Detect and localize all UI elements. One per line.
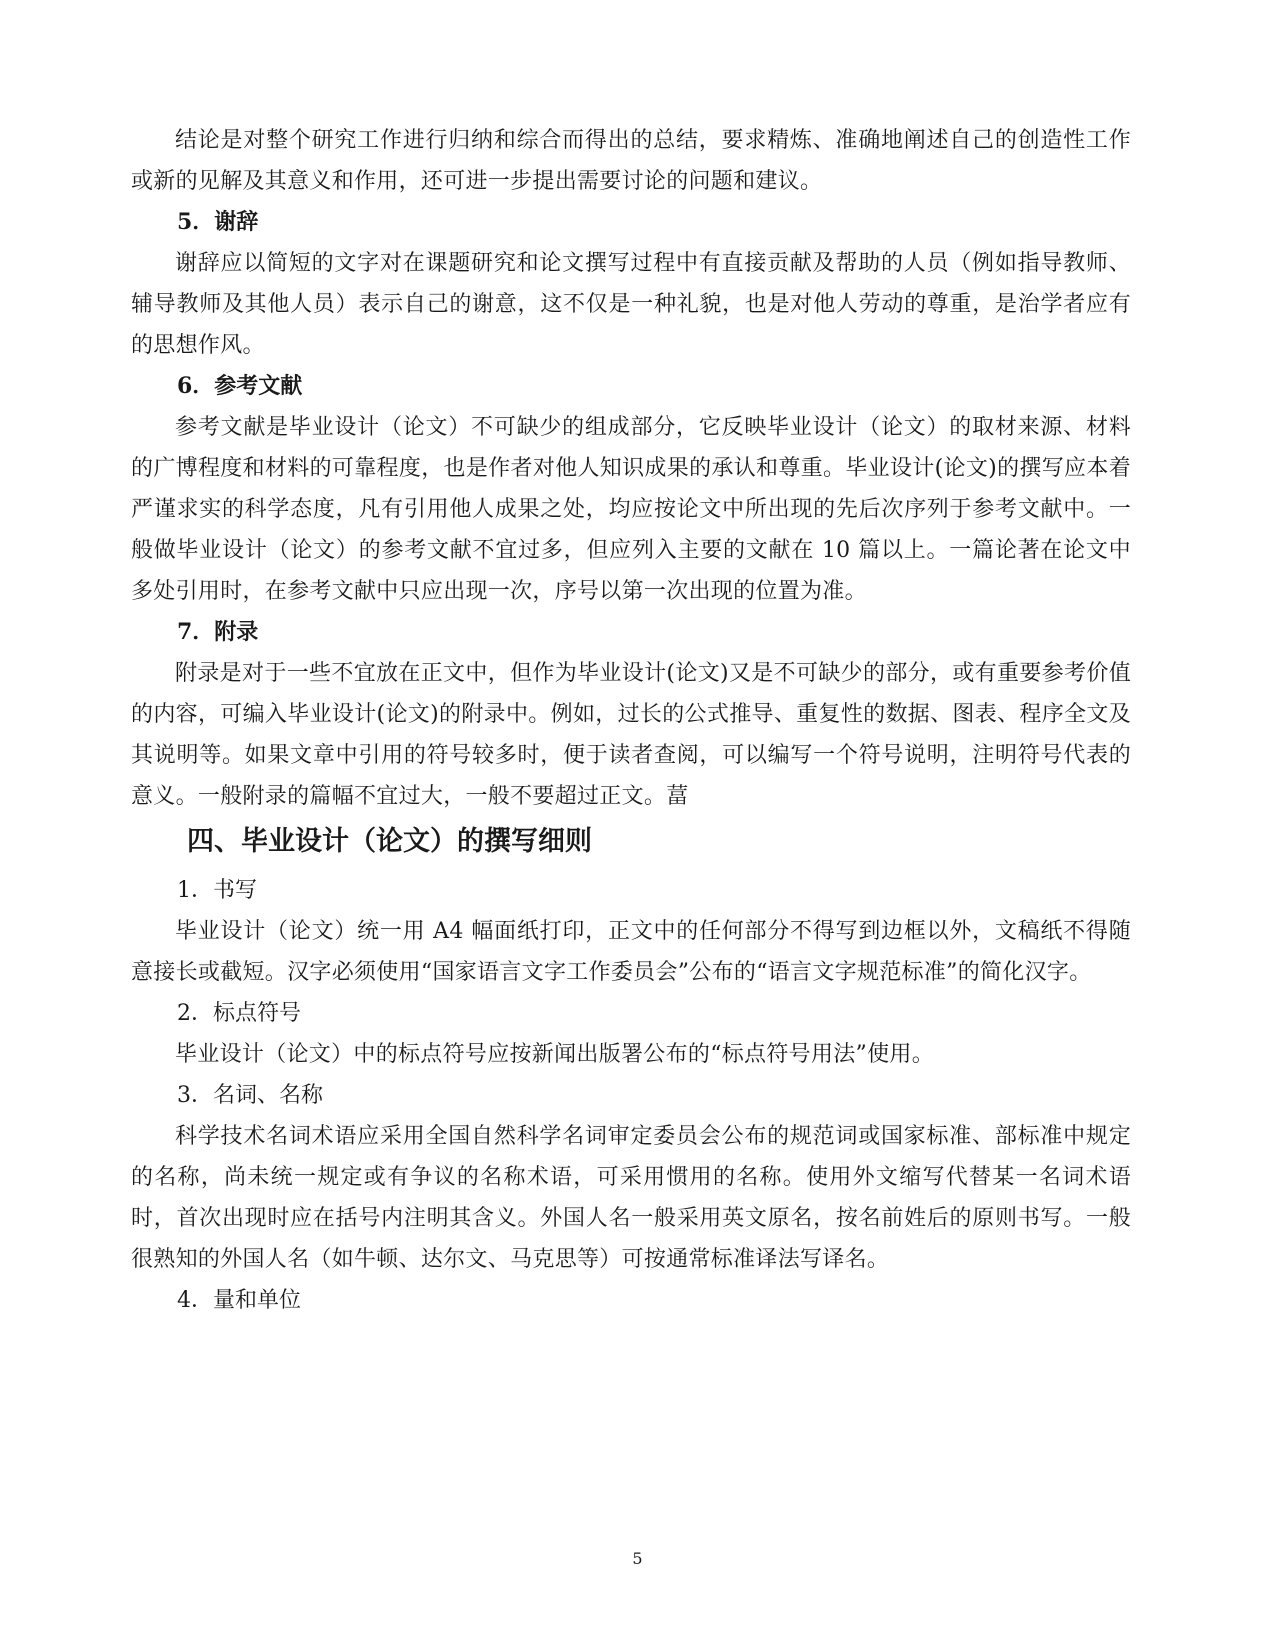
subheading-terms: 3．名词、名称 — [177, 1083, 323, 1108]
subheading-writing: 1．书写 — [177, 878, 257, 903]
subheading-punctuation: 2．标点符号 — [177, 1001, 301, 1026]
paragraph-terms: 科学技术名词术语应采用全国自然科学名词审定委员会公布的规范词或国家标准、部标准中规定的名称，尚未统一规定或有争议的名称术语，可采用惯用的名称。使用外文缩写代替某一名词术语时，首次出现时应在括号内注明其含义。外国人名一般采用英文原名，按名前姓后的原则书写。一般很熟知的外国人名（如牛顿、达尔文、马克思等）可按通常标准译法写译名。 — [131, 1124, 1131, 1272]
page-body — [131, 120, 1131, 1321]
heading-thanks: 5．谢辞 — [177, 209, 259, 235]
paragraph-references: 参考文献是毕业设计（论文）不可缺少的组成部分，它反映毕业设计（论文）的取材来源、材料的广博程度和材料的可靠程度，也是作者对他人知识成果的承认和尊重。毕业设计(论文)的撰写应本着严谨求实的科学态度，凡有引用他人成果之处，均应按论文中所出现的先后次序列于参考文献中。一般做毕业设计（论文）的参考文献不宜过多，但应列入主要的文献在 10 篇以上。一篇论著在论文中多处引用时，在参考文献中只应出现一次，序号以第一次出现的位置为准。 — [131, 415, 1132, 604]
paragraph-thanks: 谢辞应以简短的文字对在课题研究和论文撰写过程中有直接贡献及帮助的人员（例如指导教师、辅导教师及其他人员）表示自己的谢意，这不仅是一种礼貌，也是对他人劳动的尊重，是治学者应有的思想作风。 — [131, 251, 1131, 358]
paragraph-conclusion: 结论是对整个研究工作进行归纳和综合而得出的总结，要求精炼、准确地阐述自己的创造性工作或新的见解及其意义和作用，还可进一步提出需要讨论的问题和建议。 — [131, 128, 1131, 194]
page-number: 5 — [632, 1549, 643, 1568]
paragraph-appendix: 附录是对于一些不宜放在正文中，但作为毕业设计(论文)又是不可缺少的部分，或有重要参考价值的内容，可编入毕业设计(论文)的附录中。例如，过长的公式推导、重复性的数据、图表、程序全文及其说明等。如果文章中引用的符号较多时，便于读者查阅，可以编写一个符号说明，注明符号代表的意义。一般附录的篇幅不宜过大，一般不要超过正文。葍 — [131, 661, 1131, 809]
section-heading-writing-rules: 四、毕业设计（论文）的撰写细则 — [187, 826, 592, 857]
paragraph-punctuation: 毕业设计（论文）中的标点符号应按新闻出版署公布的“标点符号用法”使用。 — [175, 1042, 934, 1067]
heading-references: 6．参考文献 — [177, 373, 303, 399]
paragraph-writing: 毕业设计（论文）统一用 A4 幅面纸打印，正文中的任何部分不得写到边框以外，文稿纸不得随意接长或截短。汉字必须使用“国家语言文字工作委员会”公布的“语言文字规范标准”的简化汉字。 — [131, 919, 1131, 985]
subheading-units: 4．量和单位 — [177, 1288, 301, 1313]
heading-appendix: 7．附录 — [177, 619, 259, 645]
